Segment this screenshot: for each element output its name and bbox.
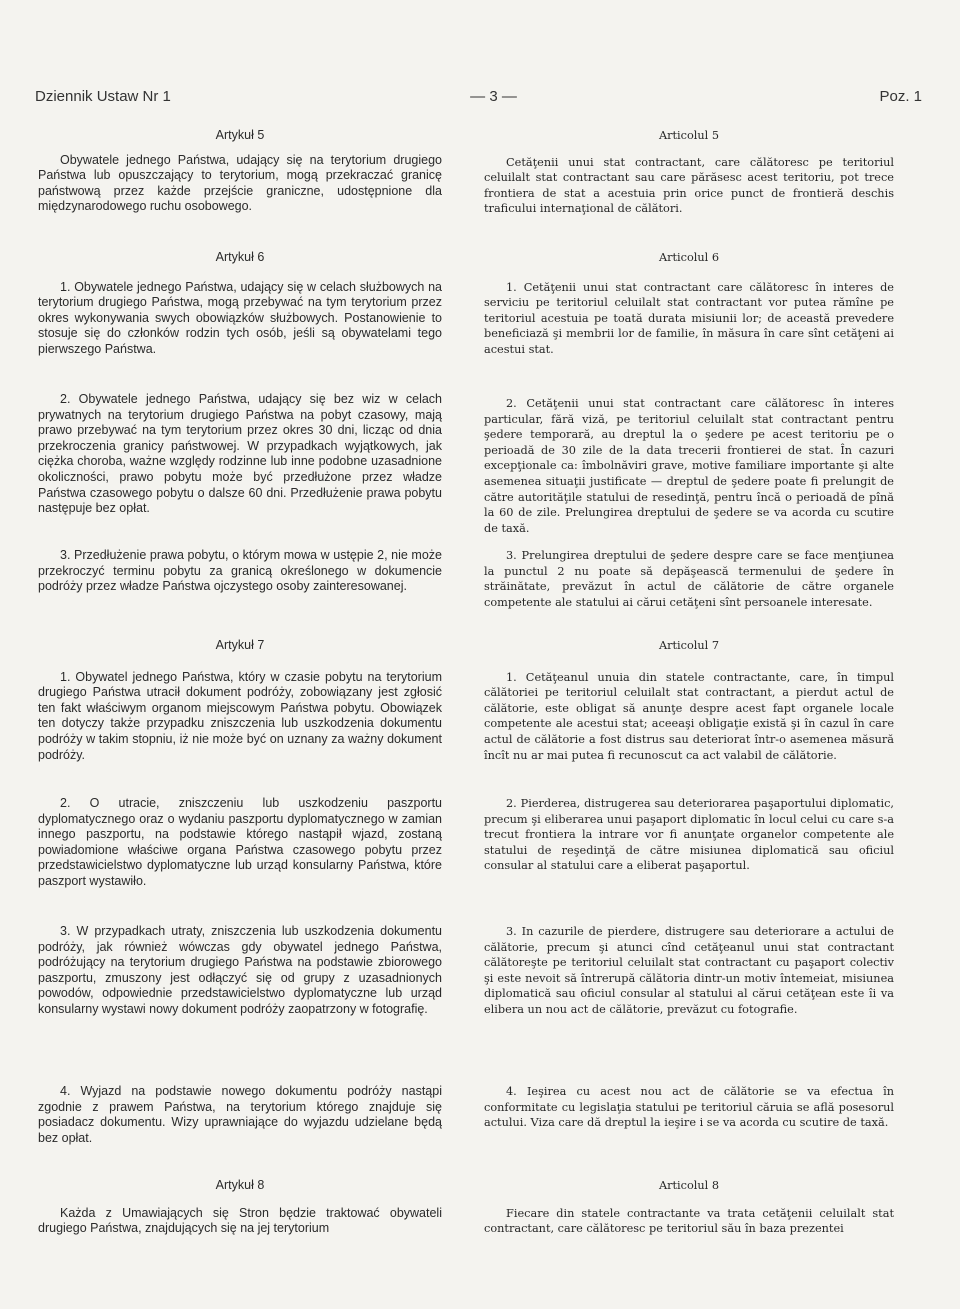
paragraph: 3. W przypadkach utraty, zniszczenia lub uszkodzenia dokumentu podróży, jak również wówczas gdy obywatel jednego Państwa, podróżujący na terytorium drugiego Państwa na podstawie zbiorowego paszportu, zmuszony jest odłączyć się od grupy z uzasadnionych powodów, odpowiednie przedstawicielstwo dyplomatyczne lub urząd konsularny wystawi nowy dokument podróży zaopatrzony w fotografię. — [38, 924, 442, 1016]
paragraph: 4. Ieşirea cu acest nou act de călătorie se va efectua în conformitate cu legislaţia statului pe teritoriul căruia se află posesorul actului. Viza care dă dreptul la ieşire i se va acorda cu scutire de taxă. — [484, 1085, 894, 1130]
article-6-ro-3 — [484, 548, 894, 610]
page-header — [35, 88, 922, 108]
paragraph: Każda z Umawiających się Stron będzie traktować obywateli drugiego Państwa, znajdujących się na jej terytorium — [38, 1205, 442, 1236]
article-5-ro — [484, 128, 894, 217]
article-6-pl — [38, 250, 442, 358]
position-number: Poz. 1 — [879, 88, 922, 105]
article-6-ro-2 — [484, 396, 894, 536]
article-title: Artykuł 8 — [215, 1178, 265, 1192]
paragraph: 1. Cetăţenii unui stat contractant care călătoresc în interes de serviciu pe teritoriul celuilalt stat contractant vor putea rămîne pe teritoriul acestuia pe toată durata misiunii lor; de această prevedere beneficiază şi membrii lor de familie, în măsura în care sînt cetăţeni ai acestui stat. — [484, 280, 894, 356]
paragraph: 4. Wyjazd na podstawie nowego dokumentu podróży nastąpi zgodnie z prawem Państwa, na terytorium którego znajduje się posiadacz dokumentu. Wizy uprawniające do wyjazdu udzielane będą bez opłat. — [38, 1084, 442, 1145]
article-8-pl — [38, 1178, 442, 1237]
article-7-pl-3 — [38, 924, 442, 1018]
article-7-ro-3 — [484, 924, 894, 1018]
article-7-pl — [38, 638, 442, 763]
article-7-ro-2 — [484, 796, 894, 874]
article-title: Articolul 7 — [658, 639, 720, 652]
paragraph: Obywatele jednego Państwa, udający się na terytorium drugiego Państwa lub opuszczający to terytorium, mogą przekraczać granicę państwową przez każde przejście graniczne, udostępnione dla międzynarodowego ruchu osobowego. — [38, 152, 442, 214]
article-title: Artykuł 5 — [215, 128, 265, 142]
paragraph: 3. In cazurile de pierdere, distrugere sau deteriorare a actului de călătorie, precum şi atunci cînd cetăţeanul unui stat contractant călătoreşte pe teritoriul celuilalt stat contractant cu paşaport colectiv şi este nevoit să întrerupă călătoria dintr-un motiv întemeiat, misiunea diplomatică sau oficiul consular al statului al cărui cetăţean este îi va elibera un nou act de călătorie, prevăzut cu fotografie. — [484, 925, 894, 1016]
journal-name: Dziennik Ustaw Nr 1 — [35, 88, 171, 105]
paragraph: 1. Obywatel jednego Państwa, który w czasie pobytu na terytorium drugiego Państwa utracił dokument podróży, zobowiązany jest zgłosić ten fakt właściwym organom miejscowym Państwa pobytu. Obowiązek ten dotyczy także przypadku zniszczenia lub uszkodzenia dokumentu podróży w takim stopniu, iż nie może być on uznany za ważny dokument podróży. — [38, 669, 442, 762]
paragraph: 2. Pierderea, distrugerea sau deteriorarea paşaportului diplomatic, precum şi eliberarea unui paşaport diplomatic în locul celui cu care s-a trecut frontiera la intrare vor fi anunţate organelor competente ale statului de reşedinţă de către misiunea diplomatică sau oficiul consular al statului care a eliberat paşaportul. — [484, 797, 894, 873]
article-title: Articolul 5 — [658, 129, 720, 142]
article-5-pl — [38, 128, 442, 215]
paragraph: 3. Przedłużenie prawa pobytu, o którym mowa w ustępie 2, nie może przekroczyć terminu pobytu za granicą określonego w dokumencie podróży przez władze Państwa ojczystego osoby zainteresowanej. — [38, 548, 442, 594]
paragraph: 3. Prelungirea dreptului de şedere despre care se face menţiunea la punctul 2 nu poate să depăşească termenului de şedere în străinătate, prevăzut în actul de călătorie de către organele competente ale statului ai cărui cetăţeni sînt persoanele interesate. — [484, 549, 894, 609]
article-6-pl-2 — [38, 392, 442, 517]
article-title: Articolul 6 — [658, 251, 720, 264]
article-title: Artykuł 6 — [215, 250, 265, 264]
paragraph: 2. O utracie, zniszczeniu lub uszkodzeniu paszportu dyplomatycznego oraz o wydaniu paszportu dyplomatycznego w zamian innego paszportu, na podstawie którego nastąpił wjazd, zostaną powiadomione właściwe organa Państwa czasowego pobytu przez przedstawicielstwo dyplomatyczne lub urząd konsularny Państwa, które paszport wystawiło. — [38, 796, 442, 888]
article-7-pl-4 — [38, 1084, 442, 1146]
paragraph: 2. Cetăţenii unui stat contractant care călătoresc în interes particular, fără viză, pe teritoriul celuilalt stat contractant pentru şedere temporară, au dreptul la o şedere pe acest teritoriu pe o perioadă de 30 zile de la data trecerii frontierei de stat. În cazuri excepţionale ca: îmbolnăviri grave, motive familiare importante şi alte asemenea situaţii justificate — dreptul de şedere poate fi prelungit de către autorităţile statului de resedinţă, pentru încă o perioadă de pînă la 60 de zile. Prelungirea dreptului de şedere se va acorda cu scutire de taxă. — [484, 397, 894, 535]
paragraph: 2. Obywatele jednego Państwa, udający się bez wiz w celach prywatnych na terytorium drugiego Państwa na pobyt czasowy, mają prawo przebywać na tym terytorium przez okres 30 dni, licząc od dnia przekroczenia granicy państwowej. W przypadkach wyjątkowych, jak ciężka choroba, ważne względy rodzinne lub inne podobne uzasadnione okoliczności, prawo pobytu może być przedłużone przez władze Państwa czasowego pobytu o dalsze 60 dni. Przedłużenie prawa pobytu następuje bez opłat. — [38, 392, 442, 516]
article-title: Artykuł 7 — [215, 638, 265, 652]
article-8-ro — [484, 1178, 894, 1237]
article-6-pl-3 — [38, 548, 442, 595]
paragraph: 1. Obywatele jednego Państwa, udający się w celach służbowych na terytorium drugiego Państwa, mogą przebywać na tym terytorium przez okres wykonywania swych obowiązków służbowych. Postanowienie to stosuje się do członków rodzin tych osób, jeśli są obywatelami tego pierwszego Państwa. — [38, 279, 442, 356]
paragraph: Fiecare din statele contractante va trata cetăţenii celuilalt stat contractant, care călătoresc pe teritoriul său în baza prezentei — [484, 1206, 894, 1236]
page-number: — 3 — — [470, 88, 517, 105]
article-7-ro-4 — [484, 1084, 894, 1131]
article-7-pl-2 — [38, 796, 442, 890]
paragraph: 1. Cetăţeanul unuia din statele contractante, care, în timpul călătoriei pe teritoriul celuilalt stat contractant, a pierdut actul de călătorie, este obligat să anunţe despre acest fapt organele locale competente ale acestui stat; aceeaşi obligaţie există şi în cazul în care actul de călătorie a fost distrus sau deteriorat într-o asemenea măsură încît nu ar mai putea fi recunoscut ca act valabil de călătorie. — [484, 670, 894, 762]
paragraph: Cetăţenii unui stat contractant, care călătoresc pe teritoriul celuilalt stat contractant sau care părăsesc acest teritoriu, pot trece frontiera de stat a acestuia prin orice punct de frontieră deschis traficului internaţional de călători. — [484, 155, 894, 216]
article-title: Articolul 8 — [658, 1179, 720, 1192]
article-6-ro — [484, 250, 894, 358]
article-7-ro — [484, 638, 894, 763]
